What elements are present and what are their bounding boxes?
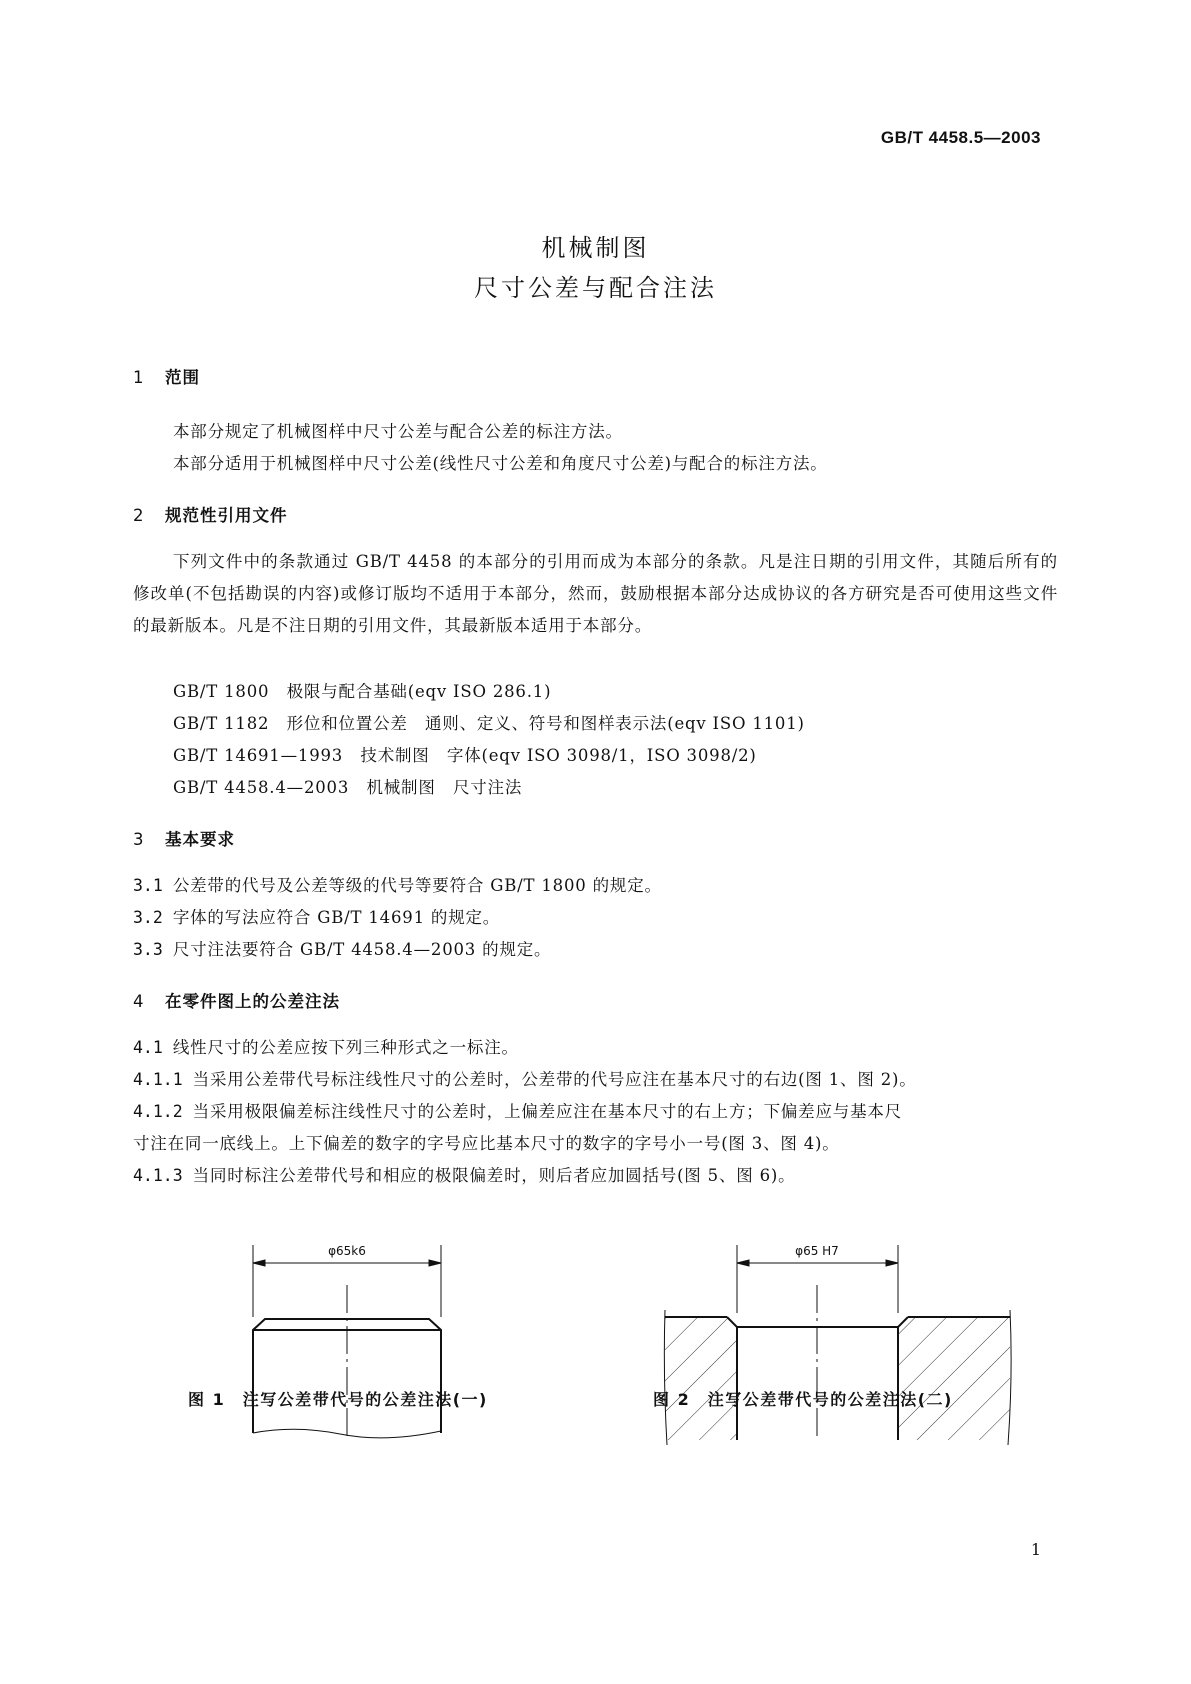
section-1-heading bbox=[133, 364, 200, 388]
section-hatching-left bbox=[665, 1317, 737, 1440]
clause-text: 字体的写法应符合 GB/T 14691 的规定。 bbox=[172, 908, 501, 927]
figure-1-dimension-label: φ65k6 bbox=[328, 1244, 366, 1258]
section-2-paragraph: 下列文件中的条款通过 GB/T 4458 的本部分的引用而成为本部分的条款。凡是注日期的引用文件，其随后所有的修改单(不包括勘误的内容)或修订版均不适用于本部分，然而，鼓励根据本部分达成协议的各方研究是否可使用这些文件的最新版本。凡是不注日期的引用文件，其最新版本适用于本部分。 bbox=[133, 552, 1058, 635]
clause-3-2 bbox=[133, 904, 500, 928]
figure-2-dimension-label: φ65 H7 bbox=[795, 1244, 839, 1258]
arrow-right-icon bbox=[886, 1260, 898, 1266]
section-hatching-right bbox=[898, 1317, 1010, 1440]
section-3-heading bbox=[133, 826, 235, 850]
clause-text: 当采用公差带代号标注线性尺寸的公差时，公差带的代号应注在基本尺寸的右边(图 1、图 2)。 bbox=[192, 1070, 917, 1089]
reference-item: GB/T 1800 极限与配合基础(eqv ISO 286.1) bbox=[173, 682, 552, 701]
figure-2-caption: 图 2 注写公差带代号的公差注法(二) bbox=[653, 1390, 953, 1409]
figure-1-drawing bbox=[240, 1235, 460, 1450]
clause-4-1-1 bbox=[133, 1066, 917, 1090]
section-1-title: 范围 bbox=[165, 368, 200, 387]
reference-item: GB/T 1182 形位和位置公差 通则、定义、符号和图样表示法(eqv ISO 1101) bbox=[173, 714, 805, 733]
clause-text: 线性尺寸的公差应按下列三种形式之一标注。 bbox=[172, 1038, 519, 1057]
section-3-number: 3 bbox=[133, 830, 145, 849]
arrow-left-icon bbox=[253, 1260, 265, 1266]
clause-4-1-2-continued: 寸注在同一底线上。上下偏差的数字的字号应比基本尺寸的数字的字号小一号(图 3、图 4)。 bbox=[133, 1134, 840, 1153]
section-1-number: 1 bbox=[133, 368, 145, 387]
clause-4-1-2 bbox=[133, 1098, 902, 1122]
arrow-left-icon bbox=[737, 1260, 749, 1266]
section-1-paragraph-1: 本部分规定了机械图样中尺寸公差与配合公差的标注方法。 bbox=[173, 422, 623, 441]
section-2-title: 规范性引用文件 bbox=[165, 506, 288, 525]
section-1-paragraph-2: 本部分适用于机械图样中尺寸公差(线性尺寸公差和角度尺寸公差)与配合的标注方法。 bbox=[173, 454, 828, 473]
clause-text: 尺寸注法要符合 GB/T 4458.4—2003 的规定。 bbox=[172, 940, 552, 959]
section-4-number: 4 bbox=[133, 992, 145, 1011]
section-4-heading bbox=[133, 988, 340, 1012]
clause-number: 4.1.3 bbox=[133, 1166, 183, 1185]
clause-3-3 bbox=[133, 936, 551, 960]
clause-number: 4.1.2 bbox=[133, 1102, 183, 1121]
document-title-line1: 机械制图 bbox=[541, 234, 650, 262]
clause-number: 3.2 bbox=[133, 908, 163, 927]
reference-item: GB/T 14691—1993 技术制图 字体(eqv ISO 3098/1，ISO 3098/2) bbox=[173, 746, 757, 765]
arrow-right-icon bbox=[429, 1260, 441, 1266]
section-2-number: 2 bbox=[133, 506, 145, 525]
standard-number: GB/T 4458.5—2003 bbox=[880, 128, 1041, 147]
clause-4-1 bbox=[133, 1034, 519, 1058]
clause-3-1 bbox=[133, 872, 662, 896]
clause-number: 3.3 bbox=[133, 940, 163, 959]
clause-number: 4.1.1 bbox=[133, 1070, 183, 1089]
clause-number: 3.1 bbox=[133, 876, 163, 895]
section-4-title: 在零件图上的公差注法 bbox=[165, 992, 340, 1011]
reference-item: GB/T 4458.4—2003 机械制图 尺寸注法 bbox=[173, 778, 523, 797]
page-number: 1 bbox=[1030, 1540, 1041, 1559]
figure-1-caption: 图 1 注写公差带代号的公差注法(一) bbox=[188, 1390, 488, 1409]
clause-text: 公差带的代号及公差等级的代号等要符合 GB/T 1800 的规定。 bbox=[172, 876, 662, 895]
clause-number: 4.1 bbox=[133, 1038, 163, 1057]
section-2-heading bbox=[133, 502, 288, 526]
clause-text: 当采用极限偏差标注线性尺寸的公差时，上偏差应注在基本尺寸的右上方；下偏差应与基本尺 bbox=[192, 1102, 902, 1121]
section-3-title: 基本要求 bbox=[165, 830, 235, 849]
clause-text: 当同时标注公差带代号和相应的极限偏差时，则后者应加圆括号(图 5、图 6)。 bbox=[192, 1166, 796, 1185]
document-title-line2: 尺寸公差与配合注法 bbox=[474, 274, 717, 302]
clause-4-1-3 bbox=[133, 1162, 795, 1186]
figure-2-drawing bbox=[655, 1235, 1020, 1450]
